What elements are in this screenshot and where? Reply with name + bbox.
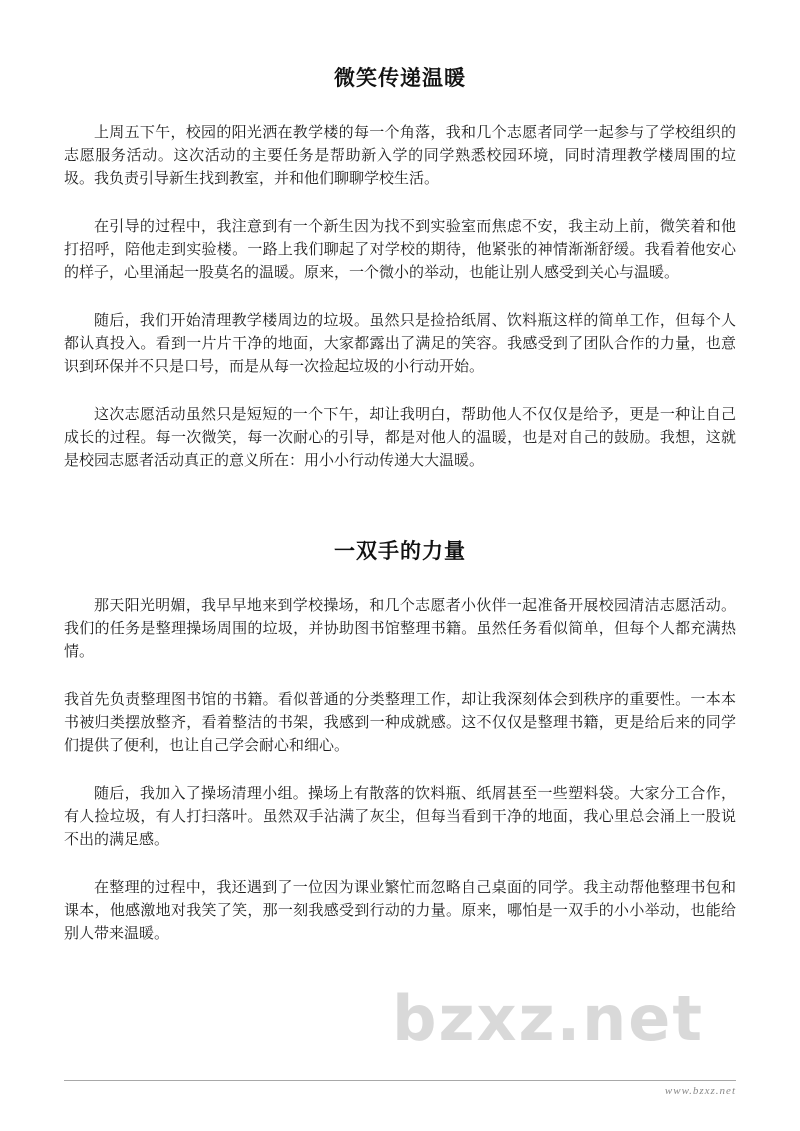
essay-2-paragraph-2: 我首先负责整理图书馆的书籍。看似普通的分类整理工作，却让我深刻体会到秩序的重要性。一本本书被归类摆放整齐，看着整洁的书架，我感到一种成就感。这不仅仅是整理书籍，更是给后来的同学们提供了便利，也让自己学会耐心和细心。 xyxy=(64,692,736,754)
essay-2-title: 一双手的力量 xyxy=(334,539,466,563)
essay-1-paragraph-1: 上周五下午，校园的阳光洒在教学楼的每一个角落，我和几个志愿者同学一起参与了学校组织的志愿服务活动。这次活动的主要任务是帮助新入学的同学熟悉校园环境，同时清理教学楼周围的垃圾。我负责引导新生找到教室，并和他们聊聊学校生活。 xyxy=(64,125,736,187)
essay-1-title: 微笑传递温暖 xyxy=(334,66,466,90)
site-watermark: bzxz.net xyxy=(392,982,704,1055)
essay-1-paragraph-4: 这次志愿活动虽然只是短短的一个下午，却让我明白，帮助他人不仅仅是给予，更是一种让自己成长的过程。每一次微笑，每一次耐心的引导，都是对他人的温暖，也是对自己的鼓励。我想，这就是校园志愿者活动真正的意义所在：用小小行动传递大大温暖。 xyxy=(64,407,736,469)
essay-1-paragraph-2: 在引导的过程中，我注意到有一个新生因为找不到实验室而焦虑不安，我主动上前，微笑着和他打招呼，陪他走到实验楼。一路上我们聊起了对学校的期待，他紧张的神情渐渐舒缓。我看着他安心的样子，心里涌起一股莫名的温暖。原来，一个微小的举动，也能让别人感受到关心与温暖。 xyxy=(64,219,736,281)
essay-2-paragraph-4: 在整理的过程中，我还遇到了一位因为课业繁忙而忽略自己桌面的同学。我主动帮他整理书包和课本，他感激地对我笑了笑，那一刻我感受到行动的力量。原来，哪怕是一双手的小小举动，也能给别人带来温暖。 xyxy=(64,880,736,942)
essay-2-paragraph-3: 随后，我加入了操场清理小组。操场上有散落的饮料瓶、纸屑甚至一些塑料袋。大家分工合作，有人捡垃圾，有人打扫落叶。虽然双手沾满了灰尘，但每当看到干净的地面，我心里总会涌上一股说不出的满足感。 xyxy=(64,786,736,848)
essay-1-paragraph-3: 随后，我们开始清理教学楼周边的垃圾。虽然只是捡拾纸屑、饮料瓶这样的简单工作，但每个人都认真投入。看到一片片干净的地面，大家都露出了满足的笑容。我感受到了团队合作的力量，也意识到环保并不只是口号，而是从每一次捡起垃圾的小行动开始。 xyxy=(64,313,736,375)
footer-site-url: www.bzxz.net xyxy=(664,1085,736,1097)
essay-2-paragraph-1: 那天阳光明媚，我早早地来到学校操场，和几个志愿者小伙伴一起准备开展校园清洁志愿活动。我们的任务是整理操场周围的垃圾，并协助图书馆整理书籍。虽然任务看似简单，但每个人都充满热情。 xyxy=(64,598,736,660)
footer-divider xyxy=(64,1080,736,1081)
